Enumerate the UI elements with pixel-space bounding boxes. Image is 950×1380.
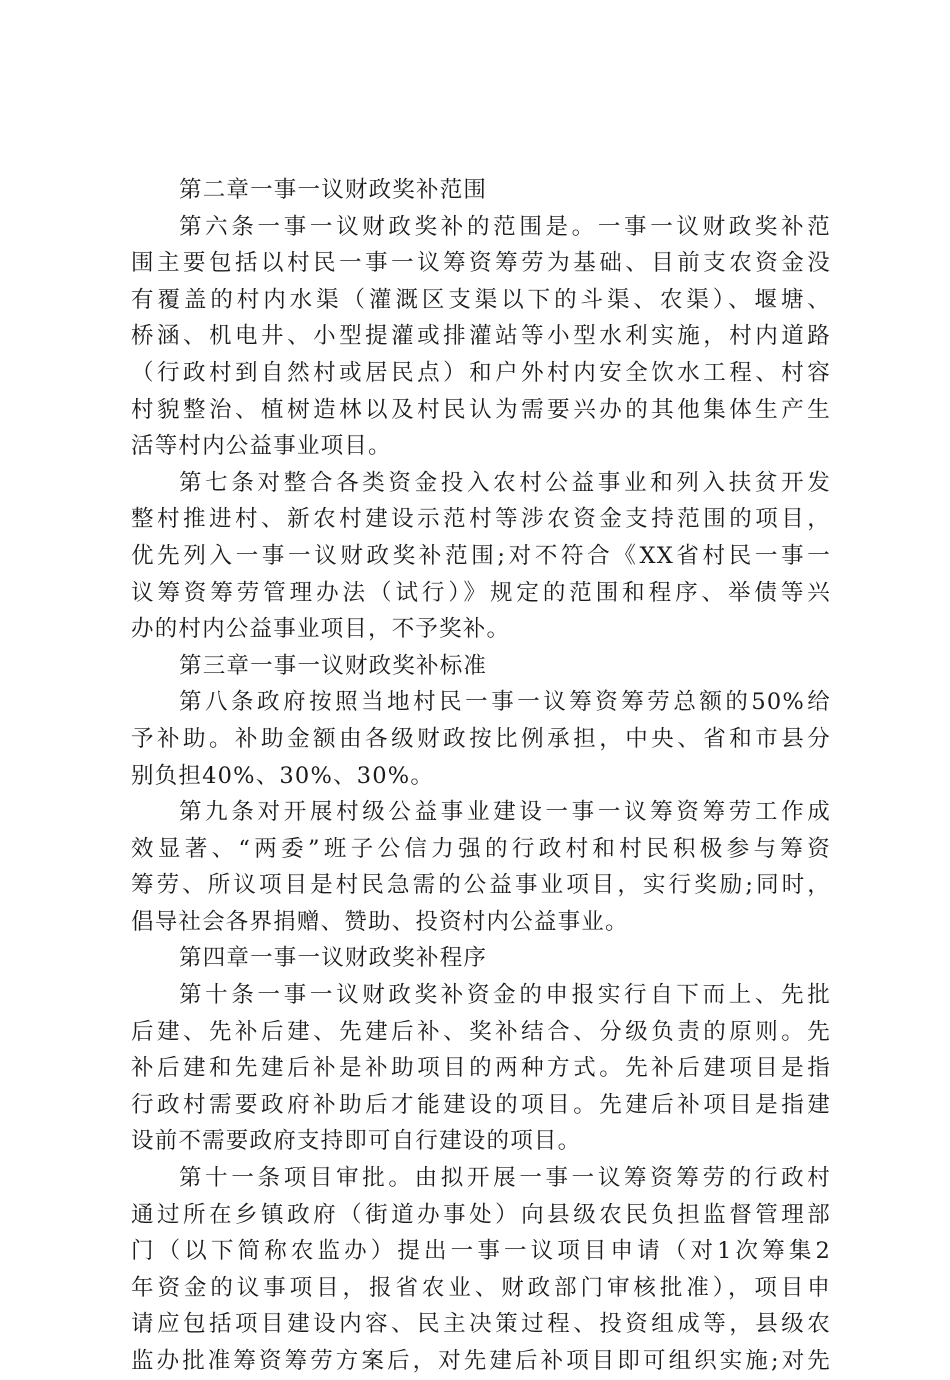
text-line: 后建、先补后建、先建后补、奖补结合、分级负责的原则。先 [131, 1018, 831, 1045]
text-line: 倡导社会各界捐赠、赞助、投资村内公益事业。 [131, 908, 629, 935]
text-line: 办的村内公益事业项目，不予奖补。 [131, 616, 511, 643]
text-line: 第八条政府按照当地村民一事一议筹资筹劳总额的50%给 [179, 689, 831, 716]
text-line: 请应包括项目建设内容、民主决策过程、投资组成等，县级农 [131, 1311, 831, 1338]
text-line: 筹劳、所议项目是村民急需的公益事业项目，实行奖励;同时， [131, 872, 831, 899]
text-line: 第六条一事一议财政奖补的范围是。一事一议财政奖补范 [179, 213, 831, 240]
text-line: 门（以下简称农监办）提出一事一议项目申请（对1次筹集2 [131, 1238, 831, 1265]
text-line: 第九条对开展村级公益事业建设一事一议筹资筹劳工作成 [179, 799, 831, 826]
text-line: 桥涵、机电井、小型提灌或排灌站等小型水利实施，村内道路 [131, 323, 831, 350]
text-line: 围主要包括以村民一事一议筹资筹劳为基础、目前支农资金没 [131, 250, 831, 277]
text-line: 予补助。补助金额由各级财政按比例承担，中央、省和市县分 [131, 725, 831, 752]
text-line: 活等村内公益事业项目。 [131, 433, 392, 460]
text-line: 村貌整治、植树造林以及村民认为需要兴办的其他集体生产生 [131, 396, 831, 423]
text-line: 通过所在乡镇政府（街道办事处）向县级农民负担监督管理部 [131, 1201, 831, 1228]
text-line: 别负担40%、30%、30%。 [131, 762, 435, 789]
text-line: 第七条对整合各类资金投入农村公益事业和列入扶贫开发 [179, 469, 831, 496]
text-line: （行政村到自然村或居民点）和户外村内安全饮水工程、村容 [131, 359, 831, 386]
text-line: 有覆盖的村内水渠（灌溉区支渠以下的斗渠、农渠）、堰塘、 [131, 286, 831, 313]
text-line: 第三章一事一议财政奖补标准 [179, 652, 488, 679]
text-line: 设前不需要政府支持即可自行建设的项目。 [131, 1128, 582, 1155]
text-line: 第十一条项目审批。由拟开展一事一议筹资筹劳的行政村 [179, 1165, 831, 1192]
text-line: 监办批准筹资筹劳方案后，对先建后补项目即可组织实施;对先 [131, 1348, 831, 1374]
text-line: 第二章一事一议财政奖补范围 [179, 177, 488, 203]
text-line: 优先列入一事一议财政奖补范围;对不符合《XX省村民一事一 [131, 542, 831, 569]
text-line: 补后建和先建后补是补助项目的两种方式。先补后建项目是指 [131, 1055, 831, 1082]
document-body [131, 172, 831, 1380]
text-line: 议筹资筹劳管理办法（试行）》规定的范围和程序、举债等兴 [131, 579, 831, 606]
text-line: 年资金的议事项目，报省农业、财政部门审核批准），项目申 [131, 1274, 831, 1301]
text-line: 整村推进村、新农村建设示范村等涉农资金支持范围的项目， [131, 506, 831, 533]
text-line: 第十条一事一议财政奖补资金的申报实行自下而上、先批 [179, 982, 831, 1009]
text-line: 行政村需要政府补助后才能建设的项目。先建后补项目是指建 [131, 1091, 831, 1118]
text-line: 第四章一事一议财政奖补程序 [179, 945, 488, 972]
text-line: 效显著、“两委”班子公信力强的行政村和村民积极参与筹资 [131, 835, 831, 862]
